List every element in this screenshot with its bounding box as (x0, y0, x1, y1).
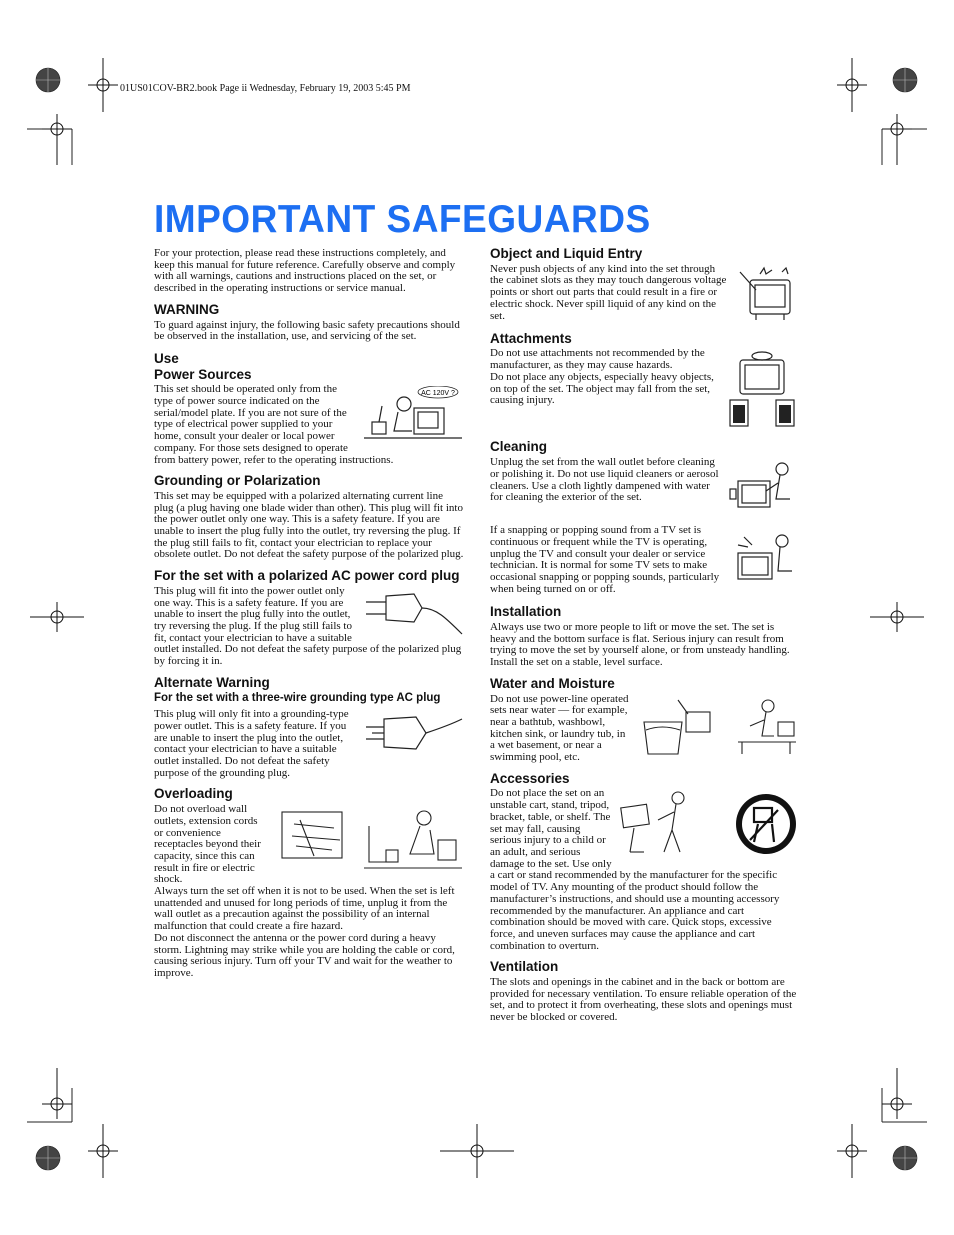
grounding-plug-illustration (364, 711, 464, 761)
warning-paragraph: To guard against injury, the following basic safety precautions should be observed in the installation, use, and servicing of the set. (154, 318, 460, 343)
attachments-section (490, 348, 798, 432)
grounding-paragraph: This set may be equipped with a polarized alternating current line plug (a plug having one blade wider than other). This plug will fit into the power outlet only one way. This is a safety feature. If you are unable to insert the plug fully into the outlet, try reversing the plug. If the plug still fails to fit, contact your electrician to replace your obsolete outlet. Do not defeat the safety purpose of the polarized plug. (154, 489, 464, 561)
object-liquid-section (490, 264, 798, 324)
ventilation-heading: Ventilation (490, 959, 559, 975)
grounding-heading: Grounding or Polarization (154, 473, 321, 489)
water-moisture-illustration (638, 696, 798, 762)
power-sources-heading: Power Sources (154, 366, 252, 382)
power-figure-label: AC 120V ? (421, 390, 455, 398)
installation-heading: Installation (490, 604, 562, 620)
attachments-illustration (726, 350, 798, 430)
attachments-paragraph-1: Do not use attachments not recommended by the manufacturer, as they may cause hazards. (490, 347, 705, 372)
overloading-heading: Overloading (154, 786, 233, 802)
object-liquid-paragraph: Never push objects of any kind into the set through the cabinet slots as they may touch dangerous voltage points or short out parts that could result in a fire or electric shock. Never spill liquid of any kind on the set. (490, 262, 727, 322)
ventilation-paragraph: The slots and openings in the cabinet and in the back or bottom are provided for necessary ventilation. To ensure reliable operation of the set, and to protect it from overheating, these slots and openings must never be blocked or covered. (490, 976, 797, 1024)
object-liquid-heading: Object and Liquid Entry (490, 246, 643, 261)
popping-sound-paragraph: If a snapping or popping sound from a TV set is continuous or frequent while the TV is operating, unplug the TV and consult your dealer or service technician. It is normal for some TV sets to make occasional snapping or popping sounds, particularly when being turned on or off. (490, 524, 720, 595)
tv-power-illustration (362, 386, 464, 448)
file-header-line: 01US01COV-BR2.book Page ii Wednesday, February 19, 2003 5:45 PM (120, 83, 411, 94)
popping-sound-illustration (734, 527, 798, 583)
use-heading: Use (154, 350, 179, 366)
cleaning-paragraph-1: Unplug the set from the wall outlet before cleaning or polishing it. Do not use liquid cleaners or aerosol cleaners. Use a cloth lightly dampened with water for cleaning the exterior of the set. (490, 456, 719, 504)
accessories-illustration (618, 790, 798, 862)
accessories-heading: Accessories (490, 770, 570, 786)
popping-sound-section (490, 525, 798, 595)
polarized-plug-heading: For the set with a polarized AC power cord plug (154, 568, 460, 584)
object-liquid-illustration (736, 266, 798, 322)
polarized-plug-illustration (364, 588, 464, 638)
accessories-paragraph: Do not place the set on an unstable cart, stand, tripod, bracket, table, or shelf. The set may fall, causing serious injury to a child or an adult, and serious damage to the set. Use only a cart or stand recommended by the manufacturer for the specific model of TV. Any mounting of the product should follow the manufacturer’s instructions, and should use a mounting accessory recommended by the manufacturer. An appliance and cart combination should be moved with care. Quick stops, excessive force, and uneven surfaces may cause the appliance and cart combination to overturn. (490, 787, 780, 952)
attachments-heading: Attachments (490, 330, 572, 346)
overloading-paragraph-1: Do not overload wall outlets, extension cords or convenience receptacles beyond their capacity, since this can result in fire or electric shock. (154, 803, 261, 886)
water-moisture-paragraph: Do not use power-line operated sets near water — for example, near a bathtub, washbowl, kitchen sink, or laundry tub, in a wet basement, or near a swimming pool, etc. (490, 692, 629, 764)
alternate-warning-heading: Alternate Warning (154, 674, 270, 690)
cleaning-heading: Cleaning (490, 439, 548, 455)
installation-paragraph-1: Always use two or more people to lift or move the set. The set is heavy and the bottom surface is flat. Serious injury can result from trying to move the set by yourself alone, or from unsteady handling. (490, 621, 790, 657)
intro-paragraph: For your protection, please read these instructions completely, and keep this manual for future reference. Carefully observe and comply with all warnings, cautions and instructions placed on the set, or described in the operating instructions or service manual. (154, 247, 456, 295)
water-moisture-heading: Water and Moisture (490, 675, 615, 691)
accessories-section (490, 788, 798, 952)
overloading-paragraph-2: Always turn the set off when it is not to be used. When the set is left unattended and unused for long periods of time, unplug it from the wall outlet as a precaution against the possibility of an internal malfunction that could create a fire hazard. (154, 885, 455, 933)
attachments-paragraph-2: Do not place any objects, especially heavy objects, on top of the set. The object may fall from the set, causing injury. (490, 370, 714, 407)
cleaning-section (490, 457, 798, 517)
right-column (490, 248, 798, 1024)
installation-paragraph-2: Install the set on a stable, level surface. (490, 656, 663, 669)
overloading-paragraph-3: Do not disconnect the antenna or the power cord during a heavy storm. Lightning may strike while you are holding the cable or cord, causing serious injury. Turn off your TV and wait for the weather to improve. (154, 931, 455, 979)
alternate-warning-section (154, 709, 464, 779)
alternate-warning-subheading: For the set with a three-wire grounding type AC plug (154, 691, 441, 704)
polarized-plug-section (154, 586, 464, 668)
water-moisture-section (490, 694, 798, 764)
power-sources-paragraph: This set should be operated only from the type of power source indicated on the serial/model plate. If you are not sure of the type of electrical power supplied to your home, consult your dealer or local power company. For those sets designed to operate from battery power, refer to the operating instructions. (154, 383, 394, 466)
alternate-warning-paragraph: This plug will only fit into a grounding-type power outlet. This is a safety feature. If you are unable to insert the plug into the outlet, contact your electrician to have a suitable outlet installed. Do not defeat the safety purpose of the grounding plug. (154, 708, 349, 779)
warning-heading: WARNING (154, 301, 220, 317)
power-sources-section (154, 384, 464, 466)
overloading-illustration (274, 806, 464, 876)
polarized-plug-paragraph: This plug will fit into the power outlet only one way. This is a safety feature. If you are unable to insert the plug fully into the outlet, try reversing the plug. If the plug still fails to fit, contact your electrician to have a suitable outlet installed. Do not defeat the safety purpose of the polarized plug by forcing it in. (154, 584, 462, 668)
cleaning-illustration (728, 459, 798, 515)
page-title: IMPORTANT SAFEGUARDS (154, 198, 651, 241)
left-column (154, 248, 464, 980)
overloading-section (154, 804, 464, 886)
